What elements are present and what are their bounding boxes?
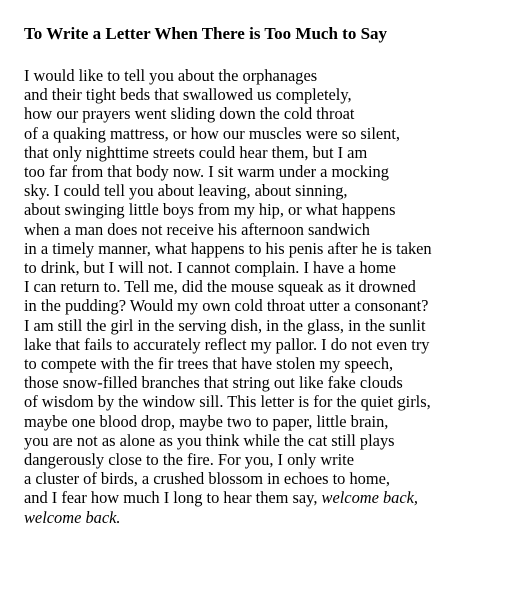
poem-line: I am still the girl in the serving dish, in the glass, in the sunlit bbox=[24, 315, 426, 335]
poem-line-with-italic bbox=[24, 488, 432, 507]
poem-body bbox=[24, 66, 432, 527]
poem-line: lake that fails to accurately reflect my pallor. I do not even try bbox=[24, 334, 430, 354]
poem-line: and their tight beds that swallowed us completely, bbox=[24, 85, 352, 105]
poem-line: maybe one blood drop, maybe two to paper, little brain, bbox=[24, 411, 389, 431]
poem-closing-italic: welcome back. bbox=[24, 507, 121, 527]
poem-line: of a quaking mattress, or how our muscles were so silent, bbox=[24, 123, 400, 143]
poem-line: sky. I could tell you about leaving, about sinning, bbox=[24, 181, 348, 201]
poem-line: I would like to tell you about the orphanages bbox=[24, 66, 318, 85]
poem-title: To Write a Letter When There is Too Much to Say bbox=[24, 24, 388, 43]
poem-line-text: and I fear how much I long to hear them say, bbox=[24, 488, 318, 508]
poem-line: of wisdom by the window sill. This letter is for the quiet girls, bbox=[24, 392, 431, 412]
poem-line: those snow-filled branches that string out like fake clouds bbox=[24, 373, 403, 393]
poem-line: that only nighttime streets could hear them, but I am bbox=[24, 142, 368, 162]
poem-line: to drink, but I will not. I cannot complain. I have a home bbox=[24, 258, 396, 278]
poem-line: too far from that body now. I sit warm under a mocking bbox=[24, 162, 389, 182]
poem-line: when a man does not receive his afternoon sandwich bbox=[24, 219, 370, 239]
poem-line: dangerously close to the fire. For you, I only write bbox=[24, 450, 355, 470]
poem-line: in the pudding? Would my own cold throat utter a consonant? bbox=[24, 296, 429, 316]
poem-line: you are not as alone as you think while the cat still plays bbox=[24, 430, 395, 450]
poem-line: how our prayers went sliding down the cold throat bbox=[24, 104, 355, 124]
poem-line: a cluster of birds, a crushed blossom in echoes to home, bbox=[24, 469, 390, 489]
poem-line: to compete with the fir trees that have stolen my speech, bbox=[24, 354, 394, 374]
poem-line: I can return to. Tell me, did the mouse squeak as it drowned bbox=[24, 277, 416, 297]
poem-line: about swinging little boys from my hip, or what happens bbox=[24, 200, 396, 220]
poem-line: in a timely manner, what happens to his penis after he is taken bbox=[24, 238, 432, 258]
poem-closing-italic: welcome back, bbox=[321, 488, 419, 508]
